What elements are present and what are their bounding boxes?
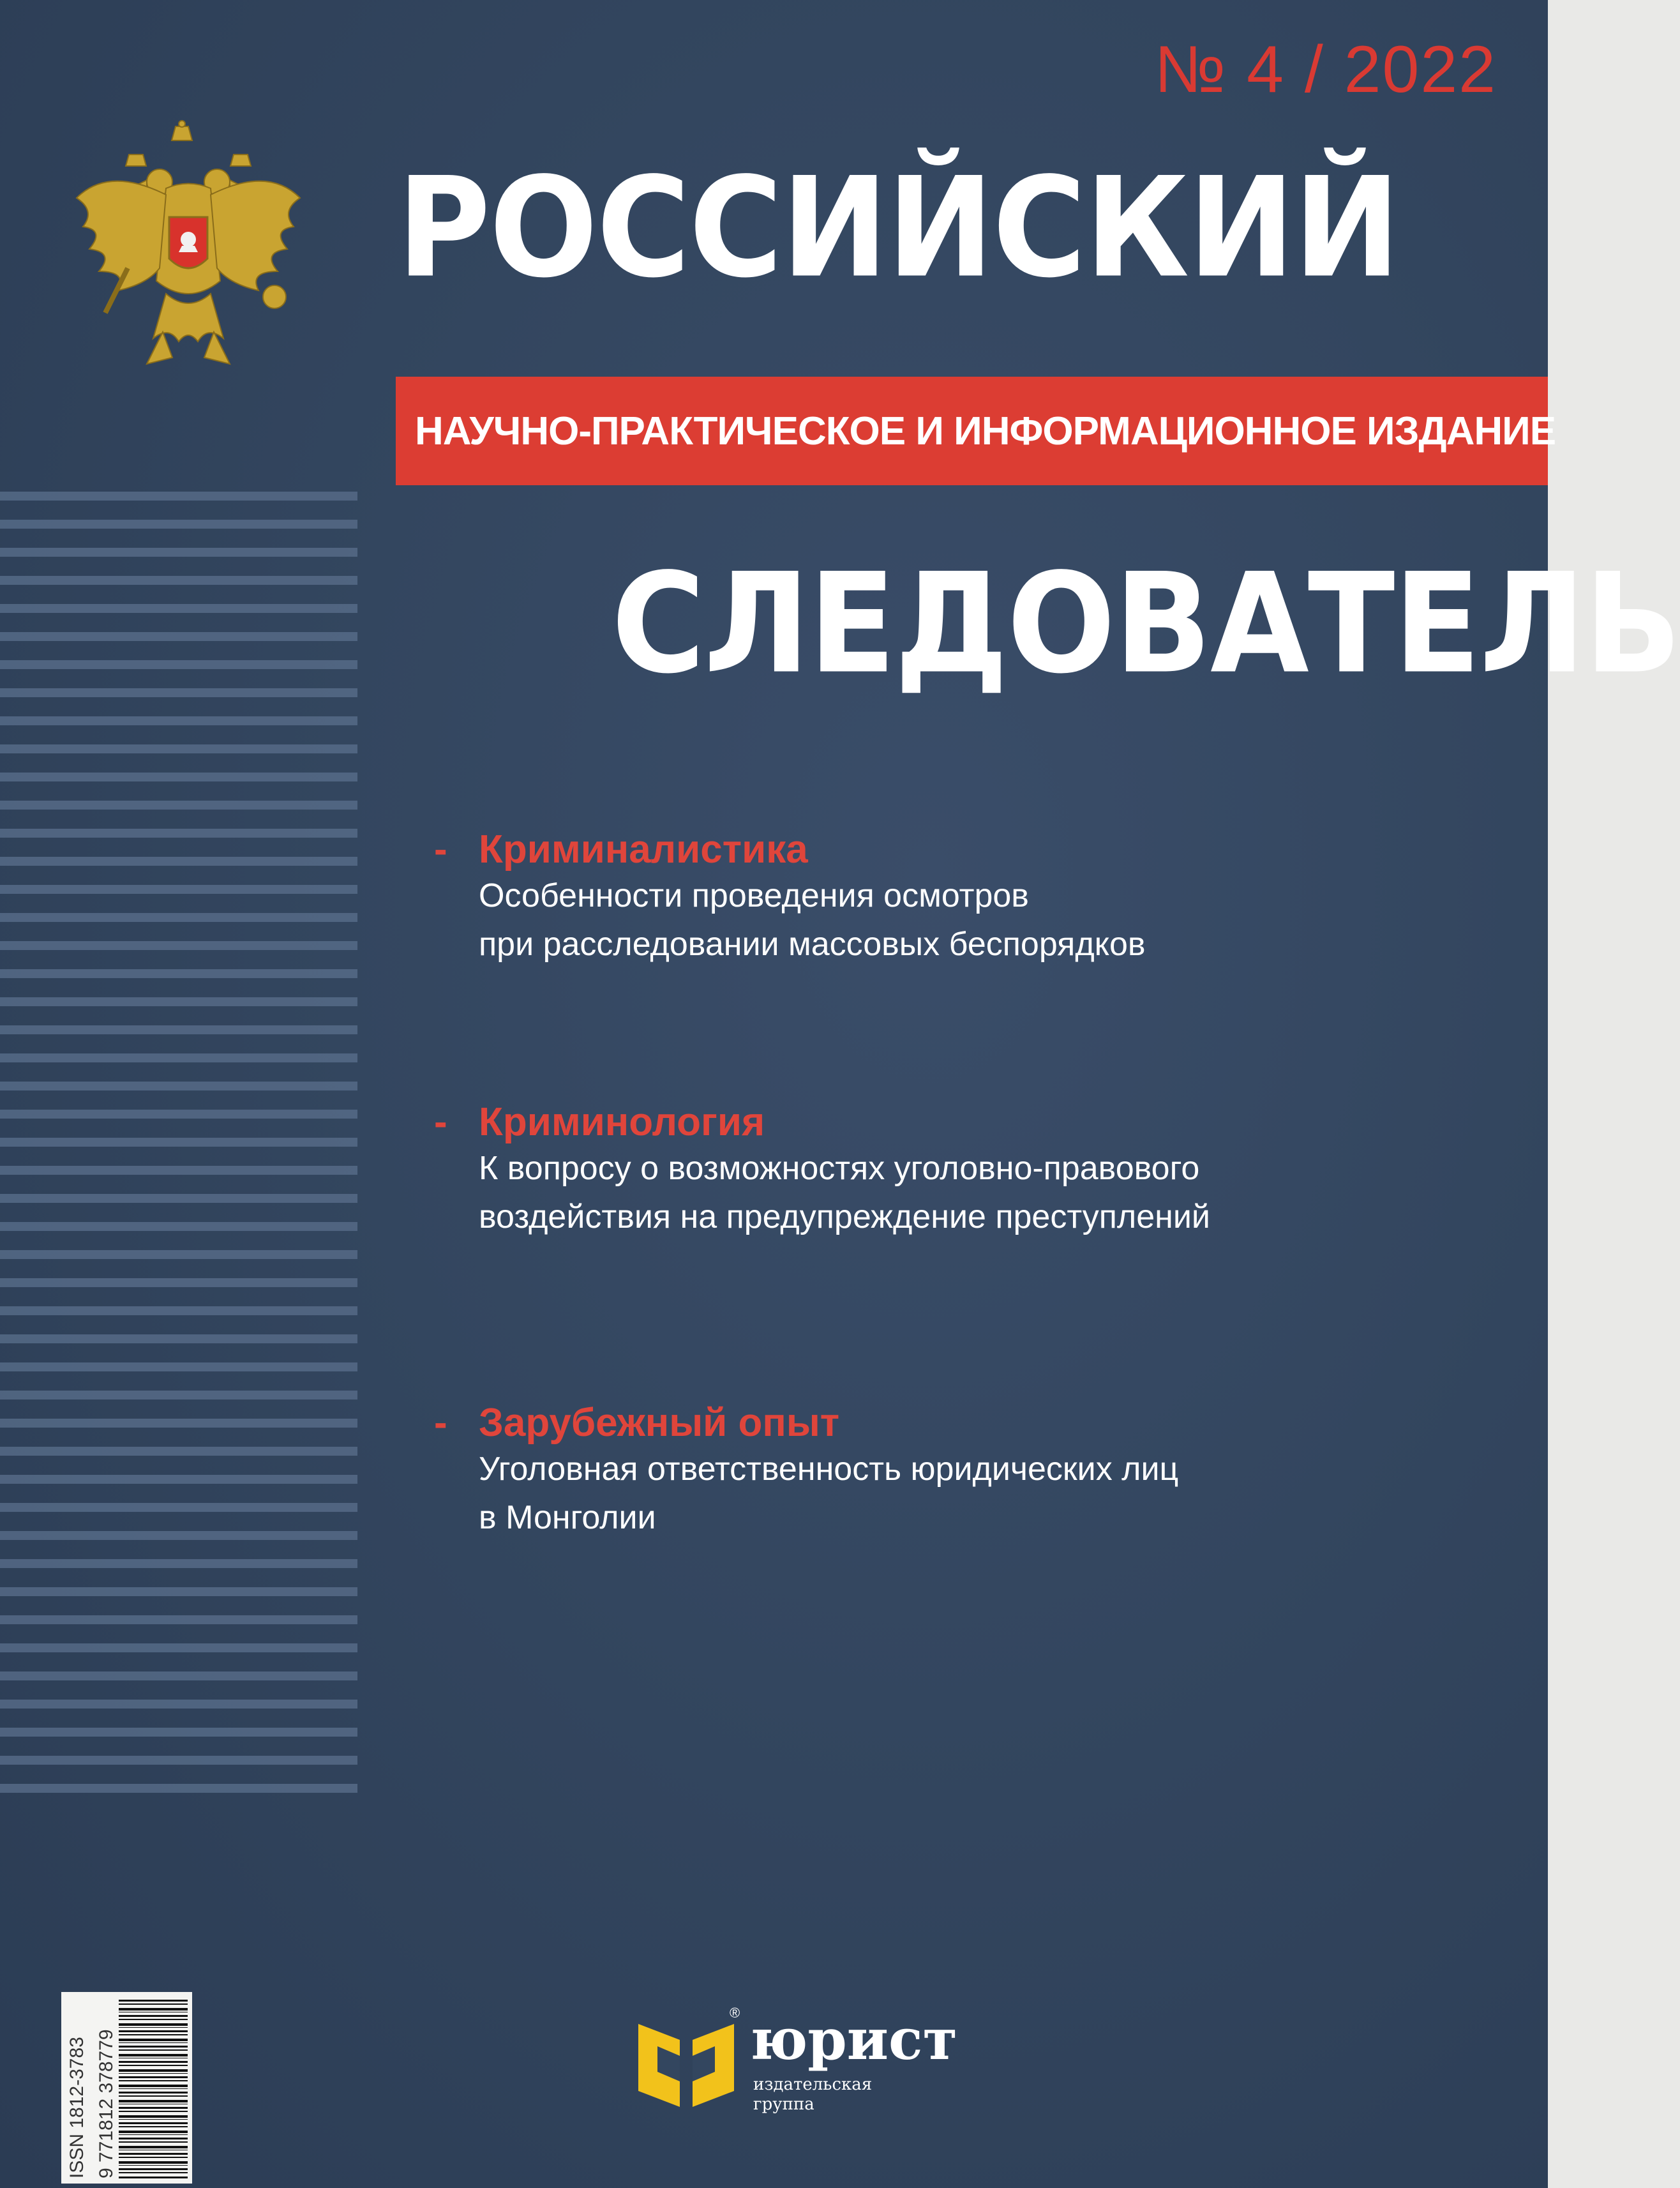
issue-number: № 4 / 2022 [1154,33,1497,107]
publisher-subtitle [753,2075,872,2115]
article-section: Криминология [479,1100,765,1144]
publisher-logo [632,2005,964,2120]
article-line: Особенности проведения осмотров [479,877,1029,915]
article-section: Криминалистика [479,827,808,871]
issn-label: ISSN 1812-3783 [66,2037,87,2178]
subtitle-text: НАУЧНО-ПРАКТИЧЕСКОЕ И ИНФОРМАЦИОННОЕ ИЗДАНИЕ [415,409,1556,453]
publisher-line: группа [753,2095,814,2115]
article-dash: - [434,827,447,871]
barcode [61,1992,192,2184]
publisher-name: юрист [750,2006,958,2072]
article-description [479,1145,1519,1241]
article-line: воздействия на предупреждение преступлений [479,1198,1210,1235]
article-criminalistics [434,827,1519,969]
registered-mark: ® [730,2005,740,2021]
subtitle-banner [396,377,1556,485]
article-dash: - [434,1401,447,1445]
book-logo-icon [632,2011,740,2113]
article-line: Уголовная ответственность юридических лиц [479,1451,1179,1488]
article-dash: - [434,1100,447,1144]
article-line: при расследовании массовых беспорядков [479,925,1146,963]
article-line: в Монголии [479,1498,656,1536]
coat-of-arms-icon [70,121,306,389]
article-line: К вопросу о возможностях уголовно-правового [479,1150,1200,1188]
magazine-title-line1: РОССИЙСКИЙ [397,147,1399,309]
barcode-number: 9 771812 378779 [96,2029,117,2178]
magazine-title-line2: СЛЕДОВАТЕЛЬ [611,543,1680,705]
publisher-line: издательская [753,2075,873,2094]
article-description [479,1445,1519,1542]
article-foreign-experience [434,1400,1519,1542]
article-criminology [434,1099,1519,1241]
article-section: Зарубежный опыт [479,1401,840,1445]
article-description [479,872,1519,969]
decorative-stripes [0,492,357,1794]
barcode-bars [119,2000,188,2178]
